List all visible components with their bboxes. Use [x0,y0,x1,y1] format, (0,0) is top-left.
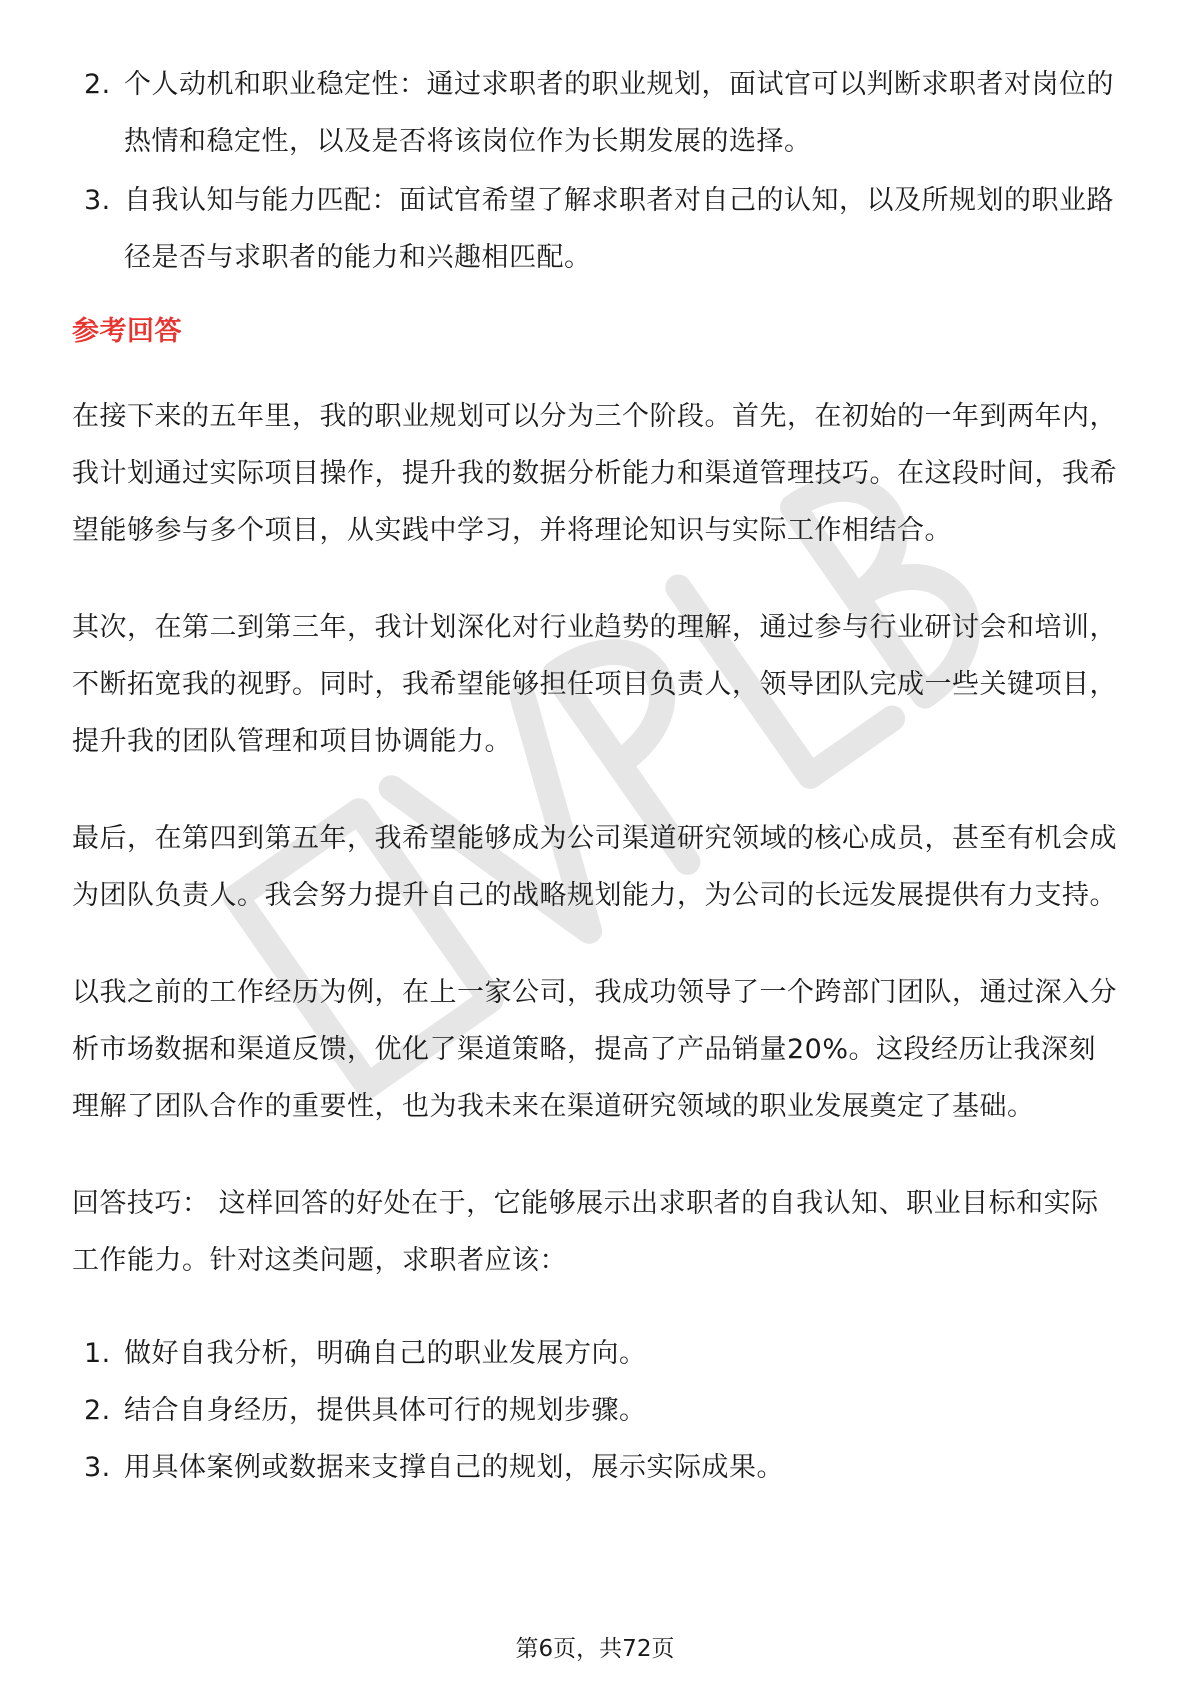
list-number: 1. [84,1338,111,1369]
answer-paragraph: 最后，在第四到第五年，我希望能够成为公司渠道研究领域的核心成员，甚至有机会成为团队负责人。我会努力提升自己的战略规划能力，为公司的长远发展提供有力支持。 [72,823,1117,911]
list-item-text: 个人动机和职业稳定性：通过求职者的职业规划，面试官可以判断求职者对岗位的热情和稳定性，以及是否将该岗位作为长期发展的选择。 [124,69,1114,157]
list-item-text: 结合自身经历，提供具体可行的规划步骤。 [124,1395,647,1426]
list-number: 2. [84,1395,111,1426]
tips-list [72,1325,1122,1496]
list-item [72,1325,1122,1382]
answer-paragraph: 在接下来的五年里，我的职业规划可以分为三个阶段。首先，在初始的一年到两年内，我计划通过实际项目操作，提升我的数据分析能力和渠道管理技巧。在这段时间，我希望能够参与多个项目，从实践中学习，并将理论知识与实际工作相结合。 [72,401,1117,546]
answer-paragraph: 其次，在第二到第三年，我计划深化对行业趋势的理解，通过参与行业研讨会和培训，不断拓宽我的视野。同时，我希望能够担任项目负责人，领导团队完成一些关键项目，提升我的团队管理和项目协调能力。 [72,612,1117,757]
list-number: 3. [84,1452,111,1483]
list-number: 3. [84,185,111,216]
answer-paragraph: 以我之前的工作经历为例，在上一家公司，我成功领导了一个跨部门团队，通过深入分析市场数据和渠道反馈，优化了渠道策略，提高了产品销量20%。这段经历让我深刻理解了团队合作的重要性，也为我未来在渠道研究领域的职业发展奠定了基础。 [72,977,1117,1122]
list-item [72,56,1122,170]
list-item [72,1439,1122,1496]
document-content [72,56,1122,1496]
list-item-text: 用具体案例或数据来支撑自己的规划，展示实际成果。 [124,1452,784,1483]
interviewer-purpose-list [72,56,1122,286]
list-number: 2. [84,69,111,100]
list-item [72,1382,1122,1439]
page-footer: 第6页，共72页 [515,1636,675,1662]
list-item-text: 做好自我分析，明确自己的职业发展方向。 [124,1338,647,1369]
list-item [72,172,1122,286]
list-item-text: 自我认知与能力匹配：面试官希望了解求职者对自己的认知，以及所规划的职业路径是否与求职者的能力和兴趣相匹配。 [124,185,1114,273]
section-heading-reference-answer: 参考回答 [72,316,182,347]
answer-tips-paragraph: 回答技巧： 这样回答的好处在于，它能够展示出求职者的自我认知、职业目标和实际工作能力。针对这类问题，求职者应该： [72,1188,1099,1276]
